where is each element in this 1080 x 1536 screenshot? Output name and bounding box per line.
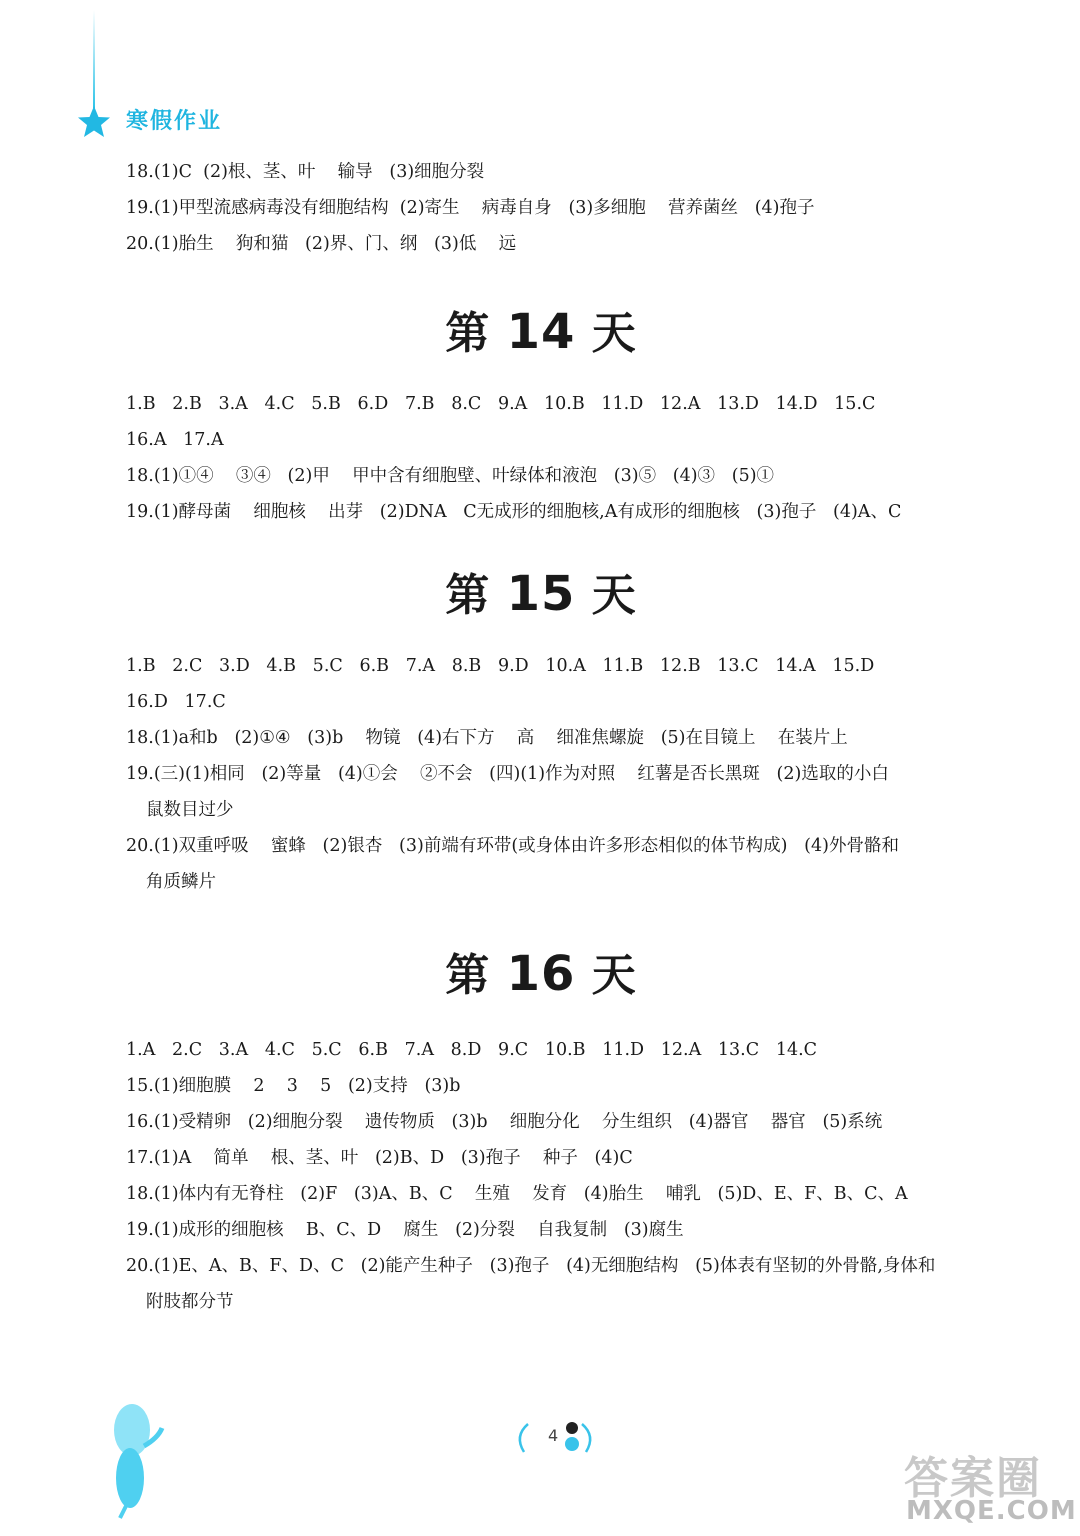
watermark-site: MXQE.COM [906, 1496, 1077, 1526]
answer-line: 16.(1)受精卵 (2)细胞分裂 遗传物质 (3)b 细胞分化 分生组织 (4)器官 器官 (5)系统 [126, 1112, 883, 1132]
answer-line: 16.D 17.C [126, 692, 226, 712]
answer-line: 20.(1)E、A、B、F、D、C (2)能产生种子 (3)孢子 (4)无细胞结构 (5)体表有坚韧的外骨骼,身体和 [126, 1256, 936, 1276]
watermark [900, 1440, 1077, 1530]
answer-line: 19.(1)甲型流感病毒没有细胞结构 (2)寄生 病毒自身 (3)多细胞 营养菌丝 (4)孢子 [126, 198, 815, 218]
answer-line: 20.(1)双重呼吸 蜜蜂 (2)银杏 (3)前端有环带(或身体由许多形态相似的体节构成) (4)外骨骼和 [126, 836, 899, 856]
watermark-logo: 答案圈 [904, 1453, 1042, 1504]
answer-line: 18.(1)a和b (2)①④ (3)b 物镜 (4)右下方 高 细准焦螺旋 (5)在目镜上 在装片上 [126, 728, 848, 748]
answer-line: 17.(1)A 简单 根、茎、叶 (2)B、D (3)孢子 种子 (4)C [126, 1148, 633, 1168]
answer-line: 18.(1)①④ ③④ (2)甲 甲中含有细胞壁、叶绿体和液泡 (3)⑤ (4)③ (5)① [126, 466, 775, 486]
answer-line: 15.(1)细胞膜 2 3 5 (2)支持 (3)b [126, 1076, 461, 1096]
answer-line: 1.B 2.B 3.A 4.C 5.B 6.D 7.B 8.C 9.A 10.B 11.D 12.A 13.D 14.D 15.C [126, 394, 876, 414]
answer-line-continuation: 鼠数目过少 [146, 800, 234, 820]
answer-line: 1.B 2.C 3.D 4.B 5.C 6.B 7.A 8.B 9.D 10.A 11.B 12.B 13.C 14.A 15.D [126, 656, 875, 676]
section-title-day-15: 第 15 天 [445, 566, 637, 622]
page-number: 4 [548, 1426, 559, 1445]
answer-line: 19.(1)酵母菌 细胞核 出芽 (2)DNA C无成形的细胞核,A有成形的细胞核 (3)孢子 (4)A、C [126, 502, 902, 522]
section-title-day-14: 第 14 天 [445, 304, 637, 360]
answer-line: 20.(1)胎生 狗和猫 (2)界、门、纲 (3)低 远 [126, 234, 517, 254]
header-decoration-line [93, 10, 95, 108]
answer-line: 19.(三)(1)相同 (2)等量 (4)①会 ②不会 (四)(1)作为对照 红薯是否长黑斑 (2)选取的小白 [126, 764, 889, 784]
answer-line-continuation: 角质鳞片 [146, 872, 216, 892]
answer-content [126, 154, 976, 1320]
answer-line: 16.A 17.A [126, 430, 224, 450]
answer-line: 1.A 2.C 3.A 4.C 5.C 6.B 7.A 8.D 9.C 10.B 11.D 12.A 13.C 14.C [126, 1040, 818, 1060]
answer-line: 18.(1)C (2)根、茎、叶 输导 (3)细胞分裂 [126, 162, 485, 182]
page-number-badge [510, 1414, 600, 1458]
answer-line: 19.(1)成形的细胞核 B、C、D 腐生 (2)分裂 自我复制 (3)腐生 [126, 1220, 684, 1240]
section-title-day-16: 第 16 天 [445, 946, 637, 1002]
answer-line-continuation: 附肢都分节 [146, 1292, 234, 1312]
answer-line: 18.(1)体内有无脊柱 (2)F (3)A、B、C 生殖 发育 (4)胎生 哺乳 (5)D、E、F、B、C、A [126, 1184, 908, 1204]
header-title: 寒假作业 [126, 109, 223, 134]
star-icon [76, 104, 112, 140]
mascot-silhouette-icon [100, 1390, 170, 1520]
